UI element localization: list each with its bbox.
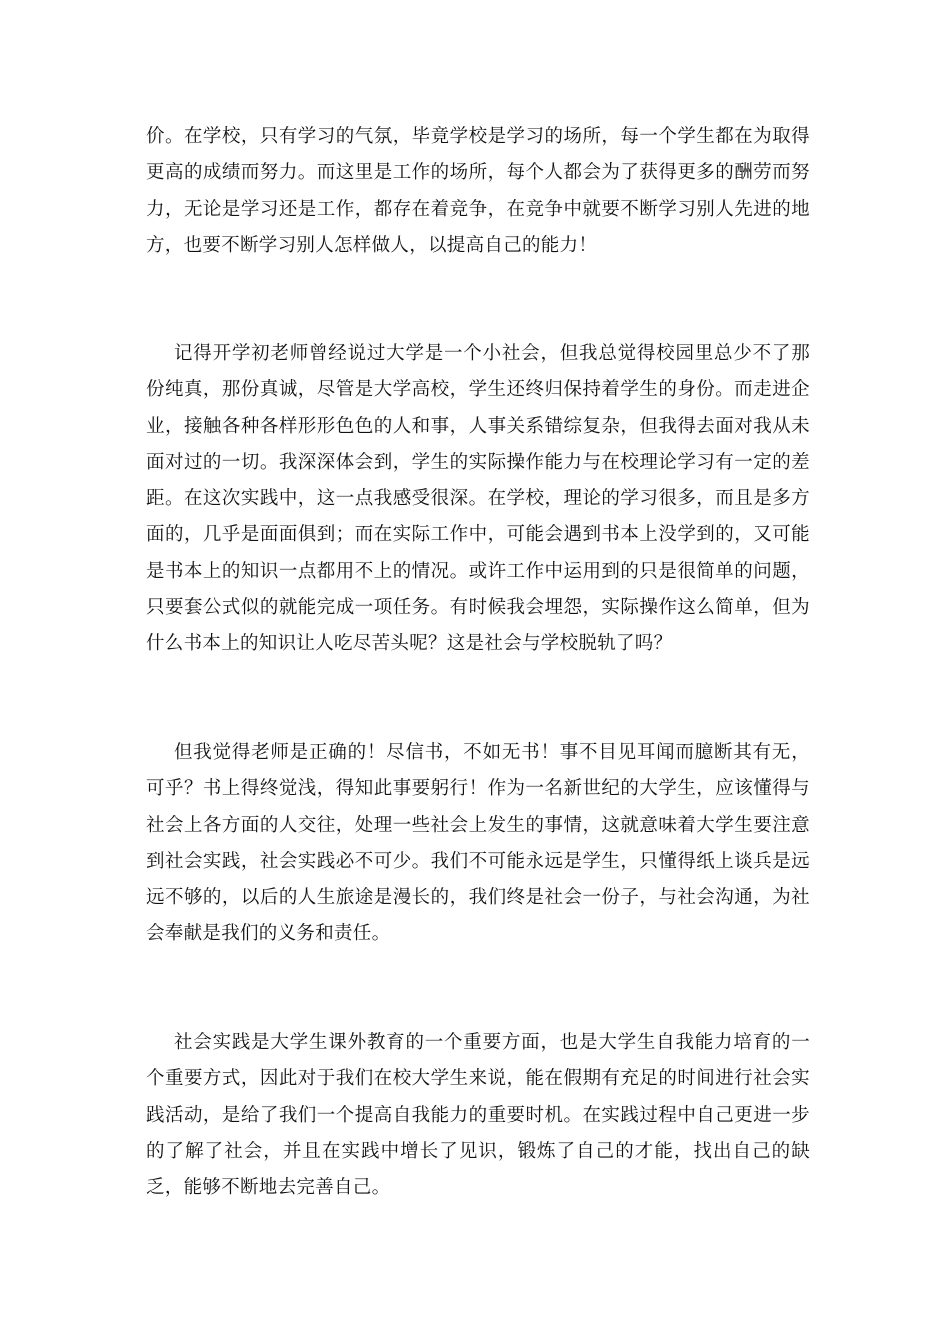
- paragraph-4: 社会实践是大学生课外教育的一个重要方面，也是大学生自我能力培育的一个重要方式，因此对于我们在校大学生来说，能在假期有充足的时间进行社会实践活动，是给了我们一个提高自我能力的重要时机。在实践过程中自己更进一步的了解了社会，并且在实践中增长了见识，锻炼了自己的才能，找出自己的缺乏，能够不断地去完善自己。: [146, 1032, 810, 1199]
- paragraph-2: 记得开学初老师曾经说过大学是一个小社会，但我总觉得校园里总少不了那份纯真，那份真诚，尽管是大学高校，学生还终归保持着学生的身份。而走进企业，接触各种各样形形色色的人和事，人事关系错综复杂，但我得去面对我从未面对过的一切。我深深体会到，学生的实际操作能力与在校理论学习有一定的差距。在这次实践中，这一点我感受很深。在学校，理论的学习很多，而且是多方面的，几乎是面面俱到；而在实际工作中，可能会遇到书本上没学到的，又可能是书本上的知识一点都用不上的情况。或许工作中运用到的只是很简单的问题，只要套公式似的就能完成一项任务。有时候我会埋怨，实际操作这么简单，但为什么书本上的知识让人吃尽苦头呢？这是社会与学校脱轨了吗？: [146, 343, 810, 655]
- paragraph-3: 但我觉得老师是正确的！尽信书，不如无书！事不目见耳闻而臆断其有无，可乎？书上得终觉浅，得知此事要躬行！作为一名新世纪的大学生，应该懂得与社会上各方面的人交往，处理一些社会上发生的事情，这就意味着大学生要注意到社会实践，社会实践必不可少。我们不可能永远是学生，只懂得纸上谈兵是远远不够的，以后的人生旅途是漫长的，我们终是社会一份子，与社会沟通，为社会奉献是我们的义务和责任。: [146, 742, 810, 945]
- paragraph-1: 价。在学校，只有学习的气氛，毕竟学校是学习的场所，每一个学生都在为取得更高的成绩而努力。而这里是工作的场所，每个人都会为了获得更多的酬劳而努力，无论是学习还是工作，都存在着竞争，在竞争中就要不断学习别人先进的地方，也要不断学习别人怎样做人，以提高自己的能力！: [146, 126, 810, 256]
